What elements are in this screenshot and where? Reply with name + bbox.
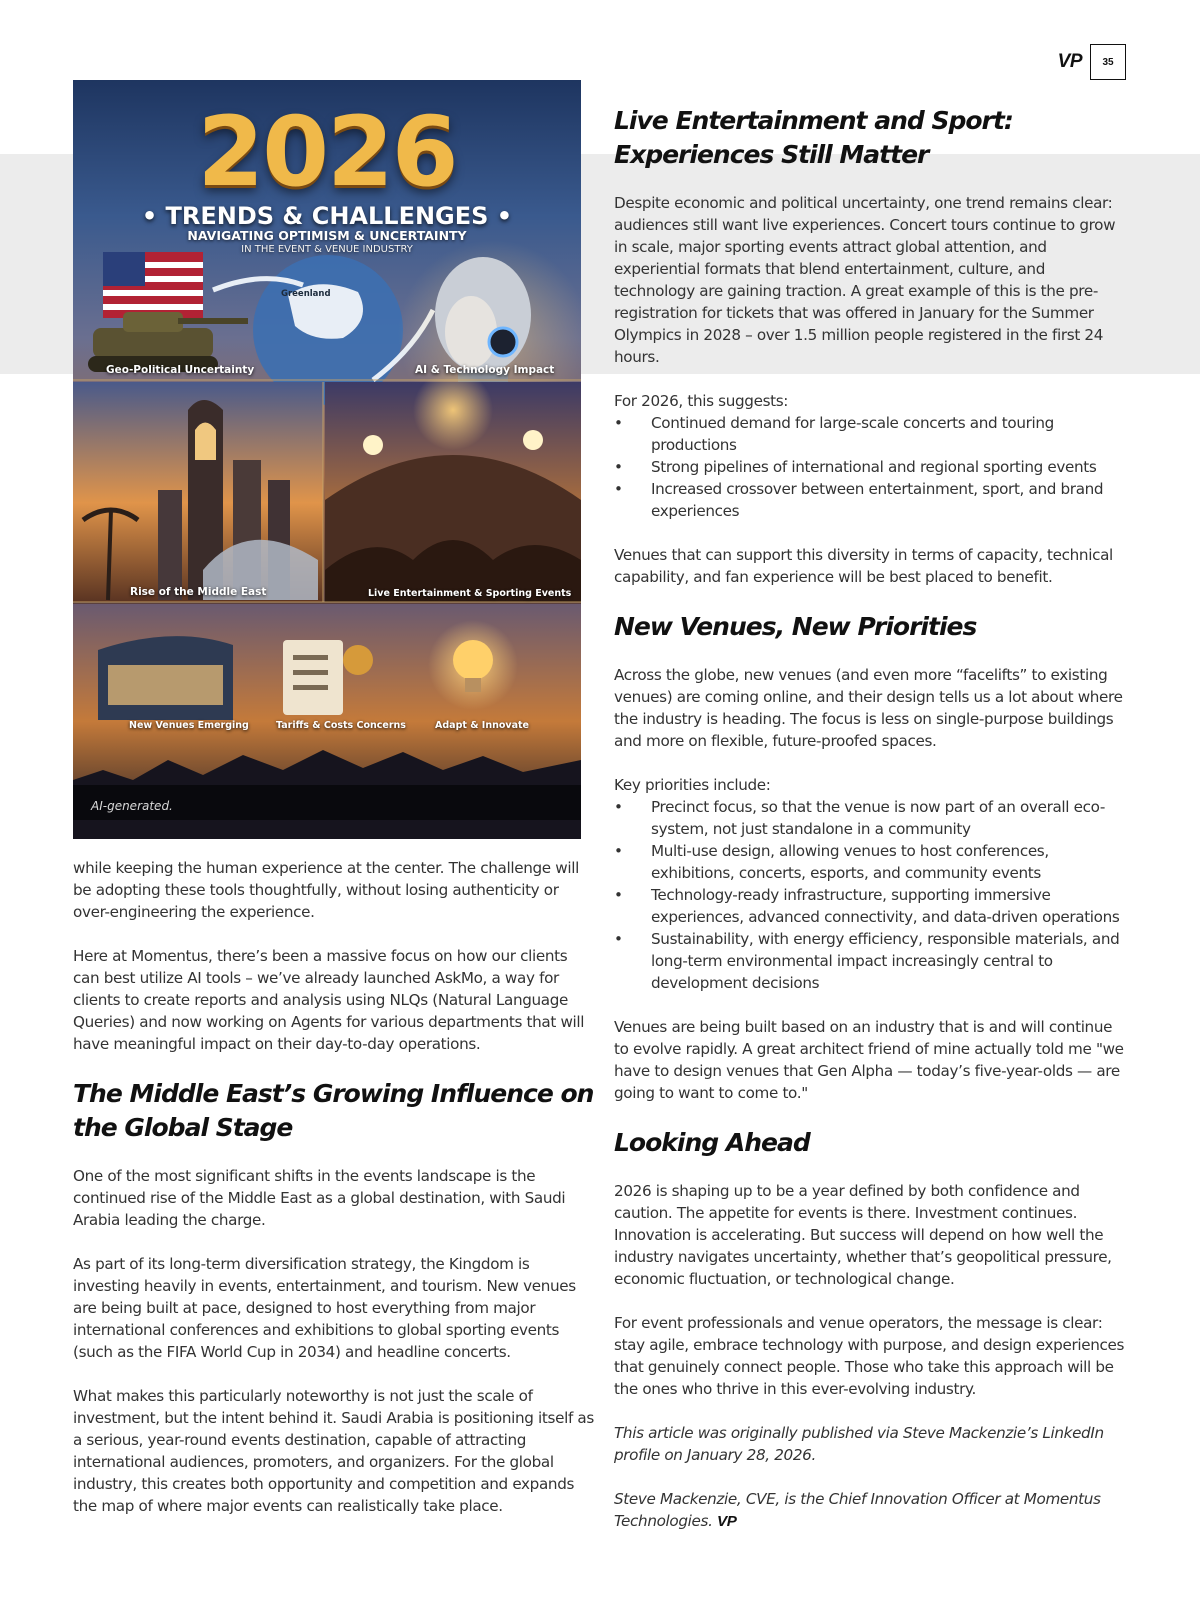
paragraph: Across the globe, new venues (and even more “facelifts” to existing venues) are coming online, and their design tells us a lot about where the industry is heading. The focus is less on single-purpose buildings and more on flexible, future-proofed spaces. xyxy=(614,666,1123,750)
list-item: • Precinct focus, so that the venue is now part of an overall eco-system, not just standalone in a community xyxy=(614,796,1130,840)
paragraph: Key priorities include: xyxy=(614,776,771,794)
list-item: • Multi-use design, allowing venues to host conferences, exhibitions, concerts, esports, and community events xyxy=(614,840,1130,884)
panel-label-geopolitical: Geo-Political Uncertainty xyxy=(106,364,255,376)
end-mark-vp: VP xyxy=(717,1513,737,1530)
paragraph: Despite economic and political uncertainty, one trend remains clear: audiences still want live experiences. Concert tours continue to grow in scale, major sporting events attract global attention, and experiential formats that blend entertainment, culture, and technology are gaining traction. A great example of this is the pre-registration for tickets that was offered in January for the Summer Olympics in 2028 – over 1.5 million people registered in the first 24 hours. xyxy=(614,194,1116,366)
paragraph: For 2026, this suggests: xyxy=(614,392,789,410)
paragraph: As part of its long-term diversification strategy, the Kingdom is investing heavily in events, entertainment, and tourism. New venues are being built at pace, designed to host everything from major international conferences and exhibitions to global sporting events (such as the FIFA World Cup in 2034) and headline concerts. xyxy=(73,1255,576,1361)
clipboard-shape xyxy=(283,640,343,715)
tank-shape xyxy=(93,328,213,358)
map-label-greenland: Greenland xyxy=(281,289,331,299)
list-item: • Continued demand for large-scale concerts and touring productions xyxy=(614,412,1130,456)
panel-label-middle-east: Rise of the Middle East xyxy=(130,586,267,598)
panel-label-ai-technology: AI & Technology Impact xyxy=(415,364,555,376)
paragraph: Venues are being built based on an industry that is and will continue to evolve rapidly. A great architect friend of mine actually told me "we have to design venues that Gen Alpha — today’s five-year-olds — are going to want to come to." xyxy=(614,1018,1124,1102)
poster-subtitle: NAVIGATING OPTIMISM & UNCERTAINTY xyxy=(187,228,467,243)
author-bio xyxy=(614,1488,1130,1533)
panel-label-tariffs: Tariffs & Costs Concerns xyxy=(276,720,406,731)
right-column xyxy=(614,104,1130,1533)
section-heading-looking-ahead: Looking Ahead xyxy=(614,1128,810,1157)
panel-label-live-entertainment: Live Entertainment & Sporting Events xyxy=(368,588,572,599)
left-column xyxy=(73,857,595,1517)
poster-title: • TRENDS & CHALLENGES • xyxy=(141,202,513,230)
page-number: 35 xyxy=(1090,44,1126,80)
list-item: • Increased crossover between entertainment, sport, and brand experiences xyxy=(614,478,1130,522)
lightbulb-shape xyxy=(453,640,493,680)
panel-label-adapt-innovate: Adapt & Innovate xyxy=(435,720,529,731)
author-bio-text: Steve Mackenzie, CVE, is the Chief Innovation Officer at Momentus Technologies. xyxy=(614,1490,1101,1530)
paragraph: For event professionals and venue operators, the message is clear: stay agile, embrace technology with purpose, and design experiences that genuinely connect people. Those who take this approach will be the ones who thrive in this ever-evolving industry. xyxy=(614,1314,1125,1398)
poster-subtitle-secondary: IN THE EVENT & VENUE INDUSTRY xyxy=(241,244,413,255)
list-item: • Sustainability, with energy efficiency, responsible materials, and long-term environmental impact increasingly central to development decisions xyxy=(614,928,1130,994)
paragraph: 2026 is shaping up to be a year defined by both confidence and caution. The appetite for events is there. Investment continues. Innovation is accelerating. But success will depend on how well the industry navigates uncertainty, whether that’s geopolitical pressure, economic fluctuation, or technological change. xyxy=(614,1182,1112,1288)
publication-note: This article was originally published via Steve Mackenzie’s LinkedIn profile on January 28, 2026. xyxy=(614,1424,1104,1464)
poster-year: 2026 xyxy=(197,96,457,208)
list-item: • Strong pipelines of international and regional sporting events xyxy=(614,456,1130,478)
paragraph: One of the most significant shifts in the events landscape is the continued rise of the Middle East as a global destination, with Saudi Arabia leading the charge. xyxy=(73,1167,566,1229)
bullet-list xyxy=(614,796,1130,994)
paragraph: Here at Momentus, there’s been a massive focus on how our clients can best utilize AI tools – we’ve already launched AskMo, a way for clients to create reports and analysis using NLQs (Natural Language Queries) and now working on Agents for various departments that will have meaningful impact on their day-to-day operations. xyxy=(73,947,585,1053)
section-heading-middle-east: The Middle East’s Growing Influence on the Global Stage xyxy=(73,1079,594,1142)
paragraph: while keeping the human experience at the center. The challenge will be adopting these tools thoughtfully, without losing authenticity or over-engineering the experience. xyxy=(73,859,579,921)
list-item: • Technology-ready infrastructure, supporting immersive experiences, advanced connectivity, and data-driven operations xyxy=(614,884,1130,928)
poster-image xyxy=(73,80,581,839)
paragraph: What makes this particularly noteworthy is not just the scale of investment, but the intent behind it. Saudi Arabia is positioning itself as a serious, year-round events destination, capable of attracting international audiences, promoters, and organizers. For the global industry, this creates both opportunity and competition and expands the map of where major events can realistically take place. xyxy=(73,1387,594,1515)
section-heading-live-entertainment: Live Entertainment and Sport: Experiences Still Matter xyxy=(614,106,1013,169)
page-header xyxy=(1058,44,1126,80)
bullet-list xyxy=(614,412,1130,522)
paragraph: Venues that can support this diversity in terms of capacity, technical capability, and fan experience will be best placed to benefit. xyxy=(614,546,1113,586)
vp-logo: VP xyxy=(1057,51,1082,72)
section-heading-new-venues: New Venues, New Priorities xyxy=(614,612,977,641)
panel-label-new-venues: New Venues Emerging xyxy=(129,720,249,731)
image-caption: AI-generated. xyxy=(91,799,173,813)
